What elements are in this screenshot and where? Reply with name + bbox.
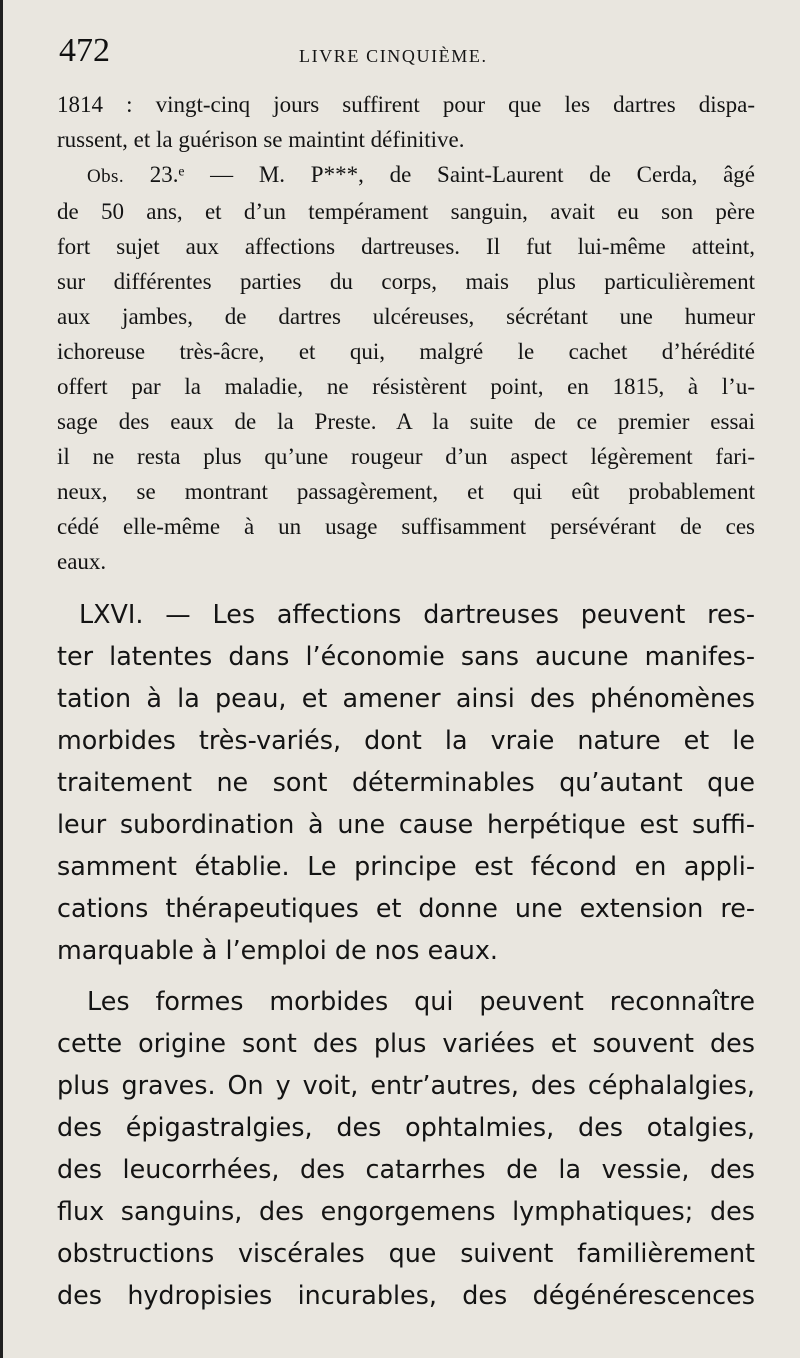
text-line: ter latentes dans l’économie sans aucune manifes- (57, 641, 755, 671)
text-line: eaux. (57, 549, 107, 574)
observation-22-continuation (57, 87, 755, 157)
text-line: 1814 : vingt-cinq jours suffirent pour que les dartres dispa- (57, 92, 755, 117)
text-line: des leucorrhées, des catarrhes de la vessie, des (57, 1154, 755, 1184)
text-line: tation à la peau, et amener ainsi des phénomènes (57, 683, 755, 713)
text-line: morbides très-variés, dont la vraie nature et le (57, 725, 755, 755)
text-line: obstructions viscérales que suivent familièrement (57, 1238, 755, 1268)
text-line: marquable à l’emploi de nos eaux. (57, 935, 498, 965)
text-line: traitement ne sont déterminables qu’autant que (57, 767, 755, 797)
text-line: sur différentes parties du corps, mais plus particulièrement (57, 269, 755, 294)
text-line: cations thérapeutiques et donne une extension re- (57, 893, 755, 923)
running-head: LIVRE CINQUIÈME. (299, 46, 488, 66)
text-line: des hydropisies incurables, des dégénérescences (57, 1280, 755, 1310)
page-number: 472 (59, 32, 110, 69)
observation-label: Obs. (87, 166, 124, 187)
section-lxvi (57, 593, 755, 971)
text-line: leur subordination à une cause herpétique est suffi- (57, 809, 755, 839)
observation-first-line-text: — M. P***, de Saint-Laurent de Cerda, âgé (184, 162, 756, 187)
page-header (59, 30, 756, 78)
text-line: offert par la maladie, ne résistèrent point, en 1815, à l’u- (57, 374, 755, 399)
section-number: LXVI. (79, 599, 144, 629)
observation-number: 23.ᵉ (149, 162, 185, 187)
text-line: neux, se montrant passagèrement, et qui eût probablement (57, 479, 755, 504)
text-line: cette origine sont des plus variées et souvent des (57, 1028, 755, 1058)
text-line: flux sanguins, des engorgemens lymphatiques; des (57, 1196, 755, 1226)
section-first-line-text: — Les affections dartreuses peuvent res- (143, 599, 755, 629)
section-heading-line (57, 593, 755, 635)
text-line: sage des eaux de la Preste. A la suite de ce premier essai (57, 409, 755, 434)
text-line: de 50 ans, et d’un tempérament sanguin, avait eu son père (57, 199, 755, 224)
text-line: russent, et la guérison se maintint définitive. (57, 127, 465, 152)
text-line: des épigastralgies, des ophtalmies, des otalgies, (57, 1112, 755, 1142)
text-line: il ne resta plus qu’une rougeur d’un aspect légèrement fari- (57, 444, 755, 469)
text-line: plus graves. On y voit, entr’autres, des céphalalgies, (57, 1070, 755, 1100)
text-line: ichoreuse très-âcre, et qui, malgré le cachet d’hérédité (57, 339, 755, 364)
text-line: aux jambes, de dartres ulcéreuses, sécrétant une humeur (57, 304, 755, 329)
text-line: cédé elle-même à un usage suffisamment persévérant de ces (57, 514, 755, 539)
paragraph-forms (57, 980, 755, 1316)
observation-heading-line (57, 157, 755, 194)
text-line: samment établie. Le principe est fécond en appli- (57, 851, 755, 881)
text-line: fort sujet aux affections dartreuses. Il fut lui-même atteint, (57, 234, 755, 259)
observation-23 (57, 157, 755, 579)
text-line: Les formes morbides qui peuvent reconnaître (87, 986, 755, 1016)
